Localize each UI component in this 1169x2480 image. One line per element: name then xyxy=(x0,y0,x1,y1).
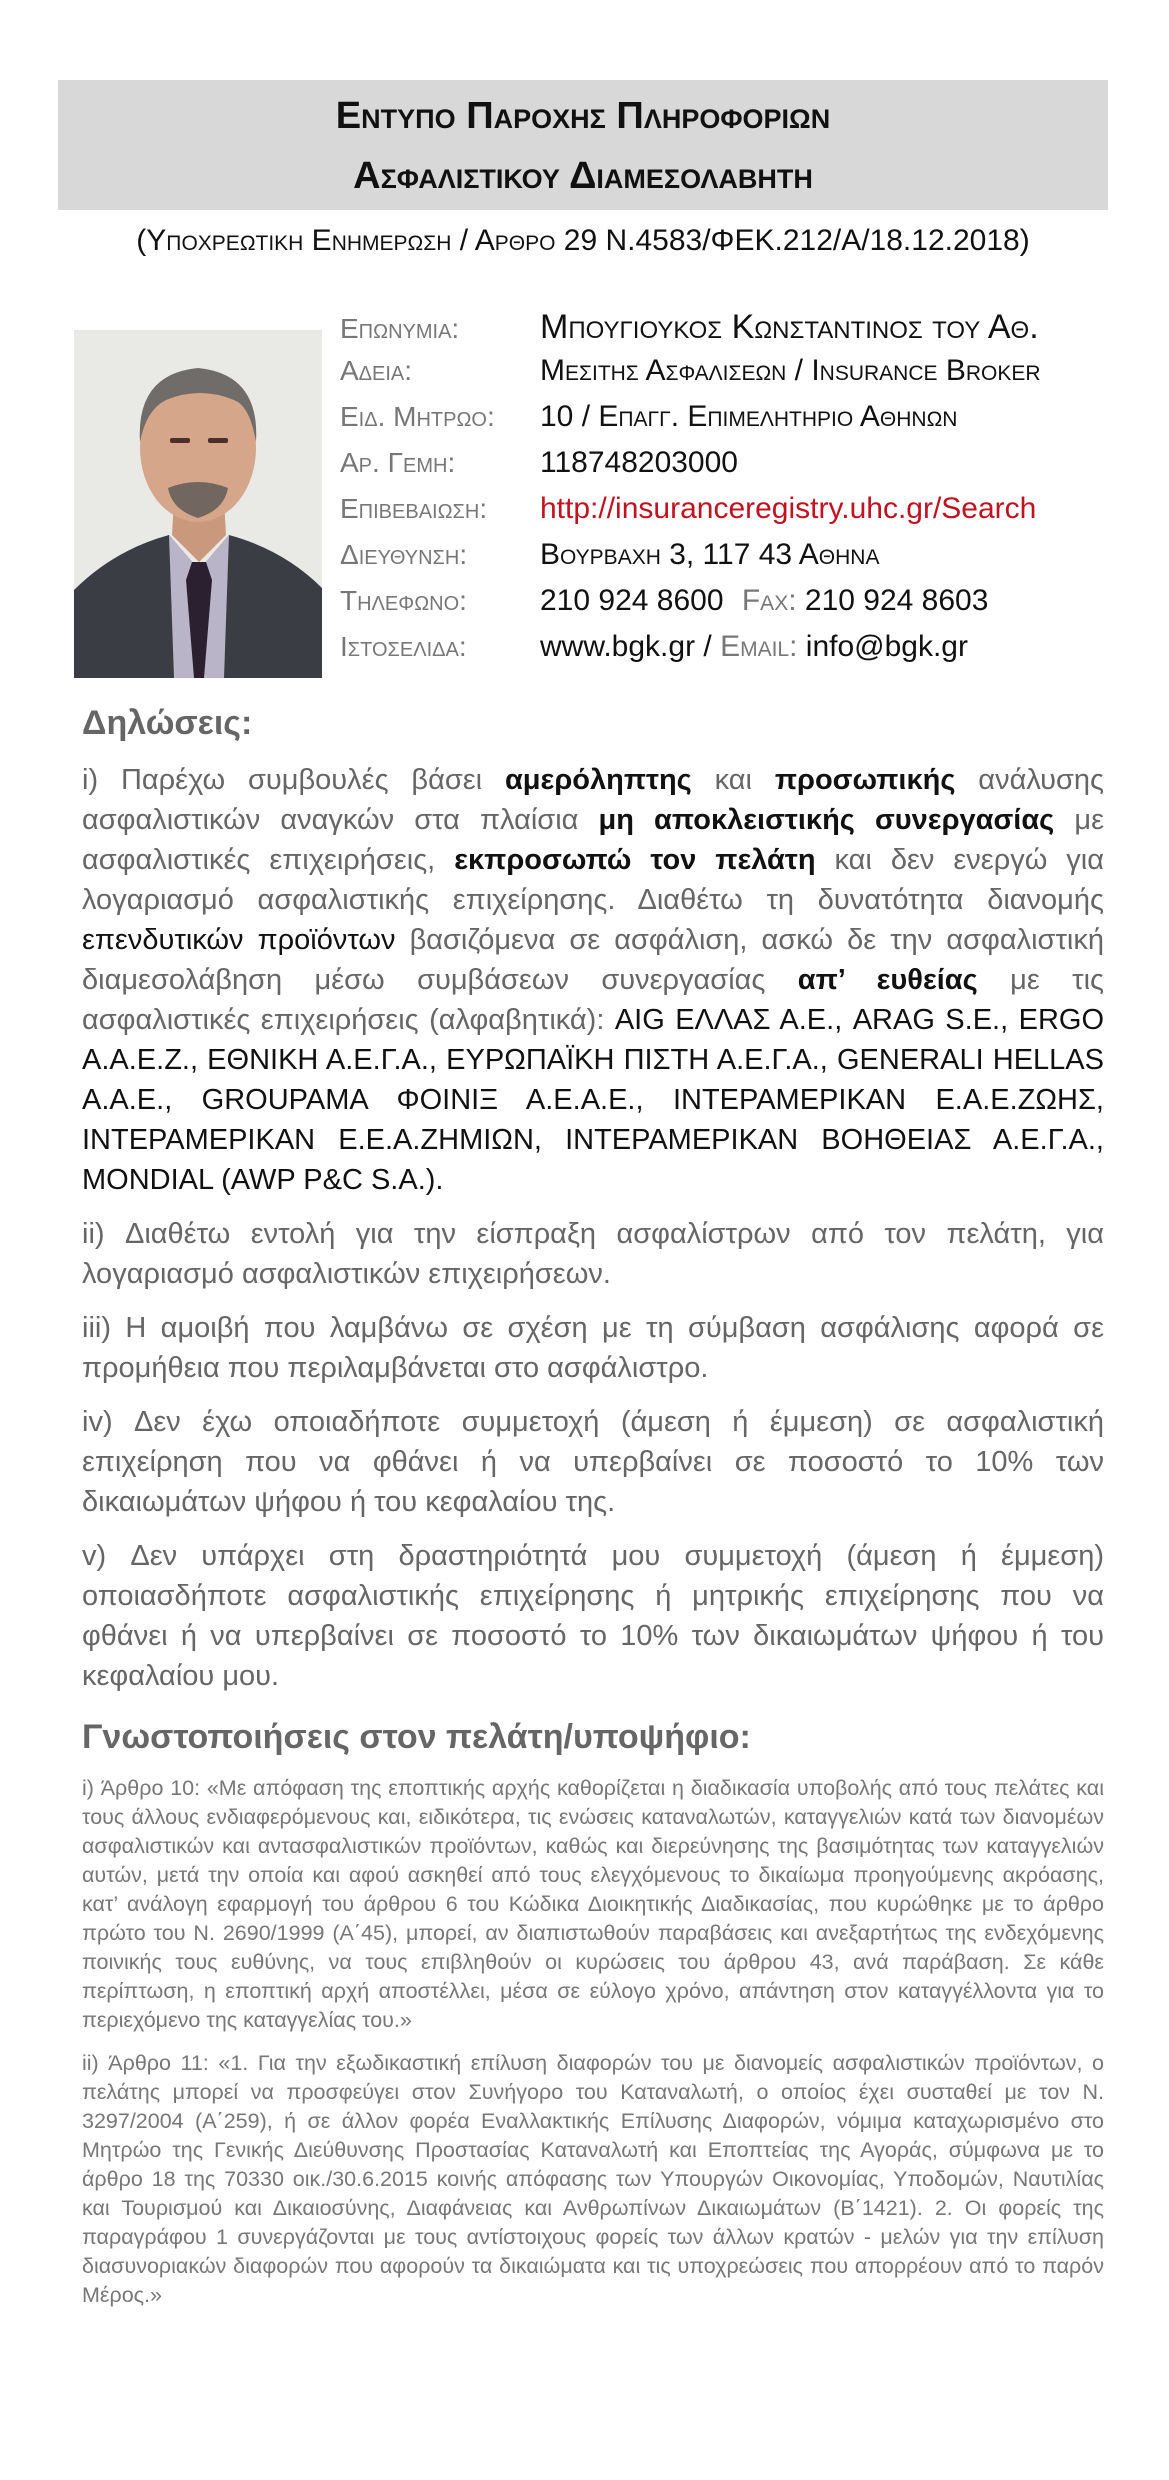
title-line-2: Ασφαλιστικου Διαμεσολαβητη xyxy=(353,155,813,197)
address-label: Διευθυνση: xyxy=(340,539,468,570)
declaration-1-highlight: επενδυτικών προϊόντων xyxy=(82,924,396,956)
license-value: Μεσιτης Ασφαλισεων / Insurance Broker xyxy=(540,354,1041,387)
declaration-1-text: i) Παρέχω συμβουλές βάσει xyxy=(82,764,505,796)
declaration-1-text: και xyxy=(691,764,775,796)
verify-label: Επιβεβαιωση: xyxy=(340,493,488,524)
website-link[interactable]: www.bgk.gr xyxy=(540,630,696,663)
portrait-illustration xyxy=(74,330,322,678)
email-separator: / xyxy=(695,630,721,663)
insurer-list: AIG ΕΛΛΑΣ Α.Ε., ARAG S.E., ERGO Α.Α.Ε.Ζ., ΕΘΝΙΚΗ Α.Ε.Γ.Α., ΕΥΡΩΠΑΪΚΗ ΠΙΣΤΗ Α.Ε.Γ.Α., GENERALI HELLAS Α.Α.Ε., GROUPAMA ΦΟΙΝΙΞ Α.Ε.Α.Ε., ΙΝΤΕΡΑΜΕΡΙΚΑΝ Ε.Α.Ε.ΖΩΗΣ, ΙΝΤΕΡΑΜΕΡΙΚΑΝ Ε.Ε.Α.ΖΗΜΙΩΝ, ΙΝΤΕΡΑΜΕΡΙΚΑΝ ΒΟΗΘΕΙΑΣ Α.Ε.Γ.Α., MONDIAL (AWP P&C S.A.). xyxy=(82,1004,1104,1196)
declaration-1-bold: αμερόληπτης xyxy=(504,764,692,796)
notification-2: ii) Άρθρο 11: «1. Για την εξωδικαστική επίλυση διαφορών του με διανομείς ασφαλιστικών προϊόντων, ο πελάτης μπορεί να προσφεύγει στον Συνήγορο του Καταναλωτή, ο οποίος έχει συσταθεί με τον Ν. 3297/2004 (Α΄259), ή σε άλλον φορέα Εναλλακτικής Επίλυσης Διαφορών, νόμιμα καταχωρισμένο στο Μητρώο της Γενικής Διεύθυνσης Προστασίας Καταναλωτή και Εποπτείας της Αγοράς, σύμφωνα με το άρθρο 18 της 70330 οικ./30.6.2015 κοινής απόφασης των Υπουργών Οικονομίας, Υποδομών, Ναυτιλίας και Τουρισμού και Δικαιοσύνης, Διαφάνειας και Ανθρωπίνων Δικαιωμάτων (Β΄1421). 2. Οι φορείς της παραγράφου 1 συνεργάζονται με τους αντίστοιχους φορείς των άλλων κρατών - μελών για την επίλυση διασυνοριακών διαφορών που αφορούν τα δικαιώματα και τις υποχρεώσεις που απορρέουν από το παρόν Μέρος.» xyxy=(82,2051,1104,2307)
info-row-license xyxy=(340,354,1140,400)
declaration-1-bold: προσωπικής xyxy=(774,764,956,796)
license-label: Αδεια: xyxy=(340,355,413,386)
website-label: Ιστοσελιδα: xyxy=(340,631,467,662)
declaration-3: iii) Η αμοιβή που λαμβάνω σε σχέση με τη σύμβαση ασφάλισης αφορά σε προμήθεια που περιλαμβάνεται στο ασφάλιστρο. xyxy=(82,1312,1104,1384)
name-value: Μπουγιουκος Κωνσταντινος του Αθ. xyxy=(540,308,1039,346)
declaration-1-text: ανάλυσης ασφαλιστικών αναγκών στα πλαίσια xyxy=(82,764,1105,836)
declarations-heading: Δηλώσεις: xyxy=(82,704,253,742)
declaration-1-text: βασιζόμενα σε ασφάλιση, ασκώ δε την ασφαλιστική διαμεσολάβηση μέσω συμβάσεων συνεργασίας xyxy=(82,924,1104,996)
declaration-1-bold: μη αποκλειστικής συνεργασίας xyxy=(598,804,1055,836)
declaration-1-bold: απ’ ευθείας xyxy=(797,964,978,996)
registry-label: Ειδ. Μητρωο: xyxy=(340,401,495,432)
broker-photo xyxy=(74,330,322,678)
info-row-phone xyxy=(340,584,1140,630)
fax-label: Fax: xyxy=(741,584,797,617)
email-label: Email: xyxy=(720,630,798,663)
declaration-1-text: και δεν ενεργώ για λογαριασμό ασφαλιστικής επιχείρησης. Διαθέτω τη δυνατότητα διανομής xyxy=(82,844,1104,916)
address-value: Βουρβαχη 3, 117 43 Αθηνα xyxy=(540,538,880,571)
declaration-1-text: με τις ασφαλιστικές επιχειρήσεις (αλφαβητικά): xyxy=(82,964,1105,1036)
info-row-website xyxy=(340,630,1140,676)
declaration-2: ii) Διαθέτω εντολή για την είσπραξη ασφαλίστρων από τον πελάτη, για λογαριασμό ασφαλιστικών επιχειρήσεων. xyxy=(82,1218,1104,1290)
title-line-1: Εντυπο Παροχης Πληροφοριων xyxy=(335,95,831,137)
info-row-verify xyxy=(340,492,1140,538)
notifications-heading: Γνωστοποιήσεις στον πελάτη/υποψήφιο: xyxy=(82,1718,751,1756)
declaration-5: v) Δεν υπάρχει στη δραστηριότητά μου συμμετοχή (άμεση ή έμμεση) οποιασδήποτε ασφαλιστικής επιχείρησης ή μητρικής επιχείρησης που να φθάνει ή να υπερβαίνει σε ποσοστό το 10% των δικαιωμάτων ψήφου ή του κεφαλαίου μου. xyxy=(82,1540,1104,1692)
info-row-registry xyxy=(340,400,1140,446)
info-row-gemi xyxy=(340,446,1140,492)
phone-label: Τηλεφωνο: xyxy=(340,585,467,616)
fax-value: 210 924 8603 xyxy=(804,584,989,617)
registry-search-link[interactable]: http://insuranceregistry.uhc.gr/Search xyxy=(540,492,1037,525)
info-row-address xyxy=(340,538,1140,584)
broker-info-block xyxy=(340,308,1140,676)
email-link[interactable]: info@bgk.gr xyxy=(805,630,968,663)
info-row-name xyxy=(340,308,1140,354)
gemi-value: 118748203000 xyxy=(540,446,738,479)
notification-1: i) Άρθρο 10: «Με απόφαση της εποπτικής αρχής καθορίζεται η διαδικασία υποβολής από τους πελάτες και τους άλλους ενδιαφερόμενους και, ειδικότερα, τις ενώσεις καταναλωτών, καταγγελιών κατά των διανομέων ασφαλιστικών και αντασφαλιστικών προϊόντων, καθώς και διερεύνησης της βασιμότητας των καταγγελιών αυτών, μετά την οποία και αφού ασκηθεί από τους ελεγχόμενους το δικαίωμα προηγούμενης ακρόασης, κατ’ ανάλογη εφαρμογή του άρθρου 6 του Κώδικα Διοικητικής Διαδικασίας, που κυρώθηκε με το άρθρο πρώτο του Ν. 2690/1999 (Α΄45), μπορεί, αν διαπιστωθούν παραβάσεις και ανεξαρτήτως της ενδεχόμενης ποινικής τους ευθύνης, να τους επιβληθούν οι κυρώσεις του άρθρου 43, ανά παράβαση. Σε κάθε περίπτωση, η εποπτική αρχή αποστέλλει, μέσα σε εύλογο χρόνο, απάντηση στον καταγγέλλοντα για το περιεχόμενο της καταγγελίας του.» xyxy=(82,1776,1104,2032)
title-band xyxy=(58,80,1108,210)
declaration-1-text: με ασφαλιστικές επιχειρήσεις, xyxy=(82,804,1104,876)
registry-value: 10 / Επαγγ. Επιμελητηριο Αθηνων xyxy=(540,400,958,433)
name-label: Επωνυμια: xyxy=(340,313,460,344)
notifications-body xyxy=(82,1774,1104,2324)
declaration-1-bold: εκπροσωπώ τον πελάτη xyxy=(454,844,816,876)
gemi-label: Αρ. Γεμη: xyxy=(340,447,456,478)
legal-reference-line: (Υποχρεωτικη Ενημερωση / Αρθρο 29 Ν.4583/ΦΕΚ.212/Α/18.12.2018) xyxy=(136,224,1030,257)
phone-value: 210 924 8600 xyxy=(540,584,724,617)
declaration-4: iv) Δεν έχω οποιαδήποτε συμμετοχή (άμεση ή έμμεση) σε ασφαλιστική επιχείρηση που να φθάνει ή να υπερβαίνει σε ποσοστό το 10% των δικαιωμάτων ψήφου ή του κεφαλαίου της. xyxy=(82,1406,1104,1518)
declaration-1 xyxy=(82,760,1104,1200)
declarations-body xyxy=(82,760,1104,1710)
